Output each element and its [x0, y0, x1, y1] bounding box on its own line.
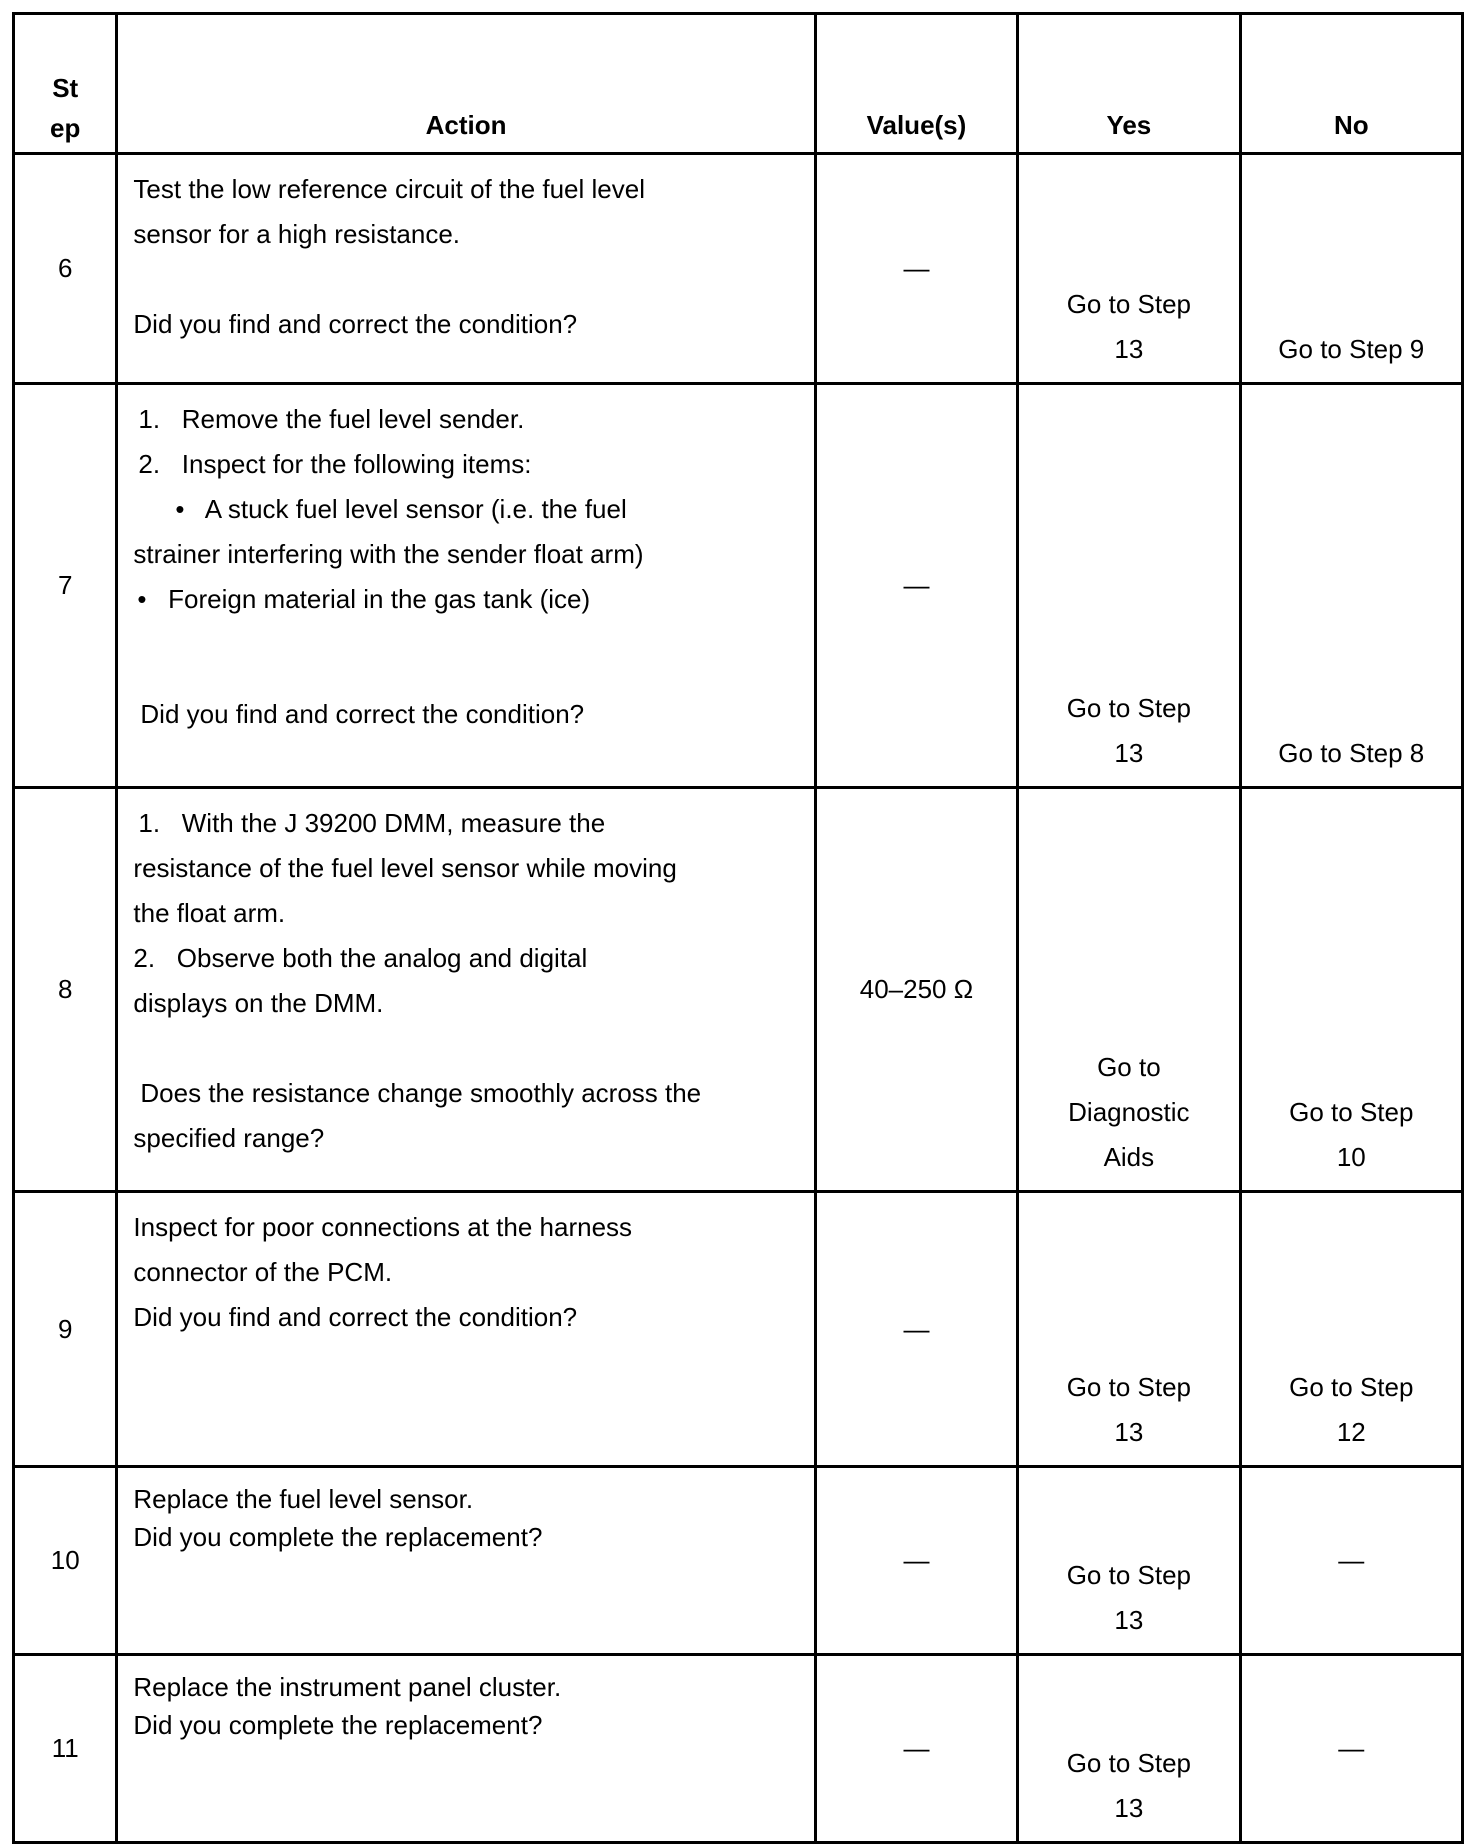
no-cell: Go to Step 8	[1240, 384, 1462, 788]
value-cell: —	[815, 154, 1017, 384]
value-cell: —	[815, 1655, 1017, 1843]
action-line: • Foreign material in the gas tank (ice)	[137, 584, 591, 614]
yes-cell: Go to Step 13	[1018, 384, 1240, 788]
step-number: 10	[14, 1467, 117, 1655]
header-row	[14, 14, 1463, 154]
action-line: Inspect for poor connections at the harness	[133, 1212, 633, 1242]
step-number: 8	[14, 788, 117, 1192]
yes-cell: Go to Diagnostic Aids	[1018, 788, 1240, 1192]
action-line: Did you complete the replacement?	[133, 1522, 543, 1552]
diagnostic-table	[12, 12, 1464, 1844]
action-cell	[117, 1467, 815, 1655]
diagnostic-table-wrapper	[12, 12, 1464, 1844]
action-line: 2. Observe both the analog and digital	[133, 943, 588, 973]
action-line: Replace the instrument panel cluster.	[133, 1672, 562, 1702]
yes-cell: Go to Step 13	[1018, 1467, 1240, 1655]
value-cell: —	[815, 1192, 1017, 1467]
header-no: No	[1240, 14, 1462, 154]
no-cell: Go to Step 10	[1240, 788, 1462, 1192]
action-question: Does the resistance change smoothly across the	[140, 1078, 702, 1108]
table-row-step-6	[14, 154, 1463, 384]
action-cell	[117, 154, 815, 384]
action-line: 2. Inspect for the following items:	[138, 449, 532, 479]
action-line: Did you complete the replacement?	[133, 1710, 543, 1740]
header-values: Value(s)	[815, 14, 1017, 154]
action-line: Replace the fuel level sensor.	[133, 1484, 474, 1514]
header-action: Action	[117, 14, 815, 154]
table-row-step-8	[14, 788, 1463, 1192]
action-cell	[117, 1192, 815, 1467]
step-number: 9	[14, 1192, 117, 1467]
action-line: • A stuck fuel level sensor (i.e. the fuel	[175, 494, 627, 524]
table-row-step-11	[14, 1655, 1463, 1843]
action-question: specified range?	[133, 1123, 325, 1153]
table-row-step-7	[14, 384, 1463, 788]
yes-cell: Go to Step 13	[1018, 154, 1240, 384]
value-cell: —	[815, 384, 1017, 788]
action-line: Test the low reference circuit of the fuel level	[133, 174, 645, 204]
action-line: 1. With the J 39200 DMM, measure the	[138, 808, 606, 838]
action-question: Did you find and correct the condition?	[140, 699, 585, 729]
table-row-step-9	[14, 1192, 1463, 1467]
header-step: St ep	[14, 14, 117, 154]
step-number: 6	[14, 154, 117, 384]
step-number: 7	[14, 384, 117, 788]
no-cell: Go to Step 12	[1240, 1192, 1462, 1467]
action-line: the float arm.	[133, 898, 286, 928]
yes-cell: Go to Step 13	[1018, 1655, 1240, 1843]
action-line: displays on the DMM.	[133, 988, 384, 1018]
yes-cell: Go to Step 13	[1018, 1192, 1240, 1467]
step-number: 11	[14, 1655, 117, 1843]
action-line: Did you find and correct the condition?	[133, 1302, 578, 1332]
no-cell: —	[1240, 1467, 1462, 1655]
value-cell: 40–250 Ω	[815, 788, 1017, 1192]
action-cell	[117, 384, 815, 788]
action-line: resistance of the fuel level sensor while moving	[133, 853, 677, 883]
no-cell: —	[1240, 1655, 1462, 1843]
value-cell: —	[815, 1467, 1017, 1655]
table-row-step-10	[14, 1467, 1463, 1655]
action-cell	[117, 1655, 815, 1843]
header-yes: Yes	[1018, 14, 1240, 154]
action-line: connector of the PCM.	[133, 1257, 393, 1287]
no-cell: Go to Step 9	[1240, 154, 1462, 384]
action-question: Did you find and correct the condition?	[133, 309, 578, 339]
action-line: 1. Remove the fuel level sender.	[138, 404, 525, 434]
action-line: strainer interfering with the sender float arm)	[133, 539, 644, 569]
action-cell	[117, 788, 815, 1192]
action-line: sensor for a high resistance.	[133, 219, 461, 249]
